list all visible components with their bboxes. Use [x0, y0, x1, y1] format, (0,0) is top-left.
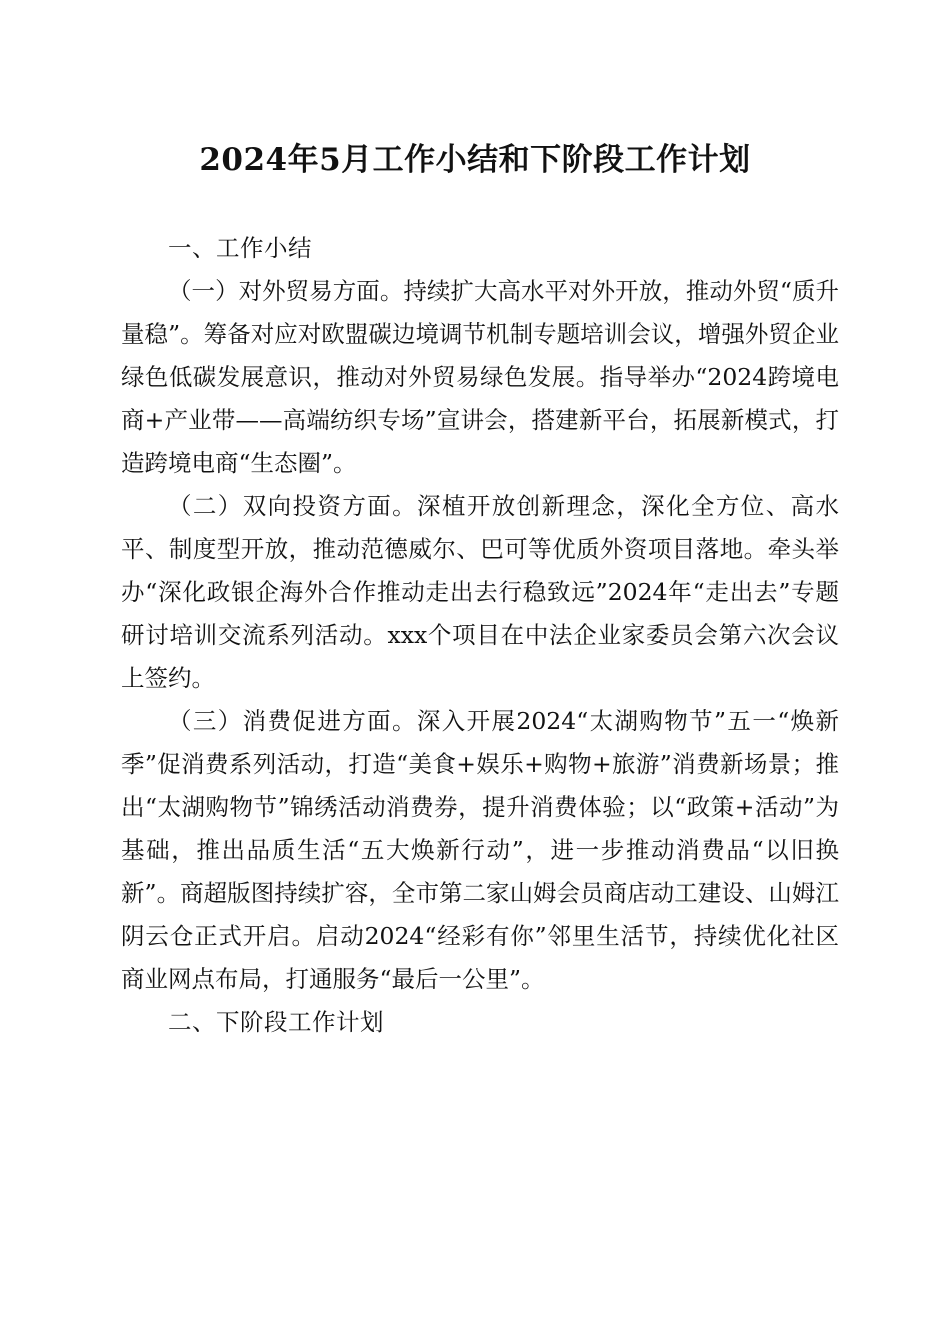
paragraph-foreign-trade: [121, 270, 839, 485]
paragraph-text: 深植开放创新理念，深化全方位、高水平、制度型开放，推动范德威尔、巴可等优质外资项目落地。牵头举办“深化政银企海外合作推动走出去行稳致远”2024年“走出去”专题研讨培训交流系列活动。xxx个项目在中法企业家委员会第六次会议上签约。: [121, 492, 840, 692]
paragraph-text: 深入开展2024“太湖购物节”五一“焕新季”促消费系列活动，打造“美食+娱乐+购物+旅游”消费新场景；推出“太湖购物节”锦绣活动消费券，提升消费体验；以“政策+活动”为基础，推出品质生活“五大焕新行动”，进一步推动消费品“以旧换新”。商超版图持续扩容，全市第二家山姆会员商店动工建设、山姆江阴云仓正式开启。启动2024“经彩有你”邻里生活节，持续优化社区商业网点布局，打通服务“最后一公里”。: [121, 707, 839, 993]
paragraph-lead: （一）对外贸易方面。: [168, 277, 404, 305]
document-body: [121, 227, 839, 1044]
paragraph-lead: （二）双向投资方面。: [168, 492, 418, 520]
section-heading-plan: 二、下阶段工作计划: [168, 1008, 384, 1036]
paragraph-text: 持续扩大高水平对外开放，推动外贸“质升量稳”。筹备对应对欧盟碳边境调节机制专题培训会议，增强外贸企业绿色低碳发展意识，推动对外贸易绿色发展。指导举办“2024跨境电商+产业带——高端纺织专场”宣讲会，搭建新平台，拓展新模式，打造跨境电商“生态圈”。: [121, 277, 840, 477]
paragraph-consumption: [121, 700, 839, 1001]
document-title: 2024年5月工作小结和下阶段工作计划: [199, 142, 751, 178]
paragraph-investment: [121, 485, 839, 700]
paragraph-lead: （三）消费促进方面。: [168, 707, 417, 735]
section-heading-summary: 一、工作小结: [168, 234, 312, 262]
